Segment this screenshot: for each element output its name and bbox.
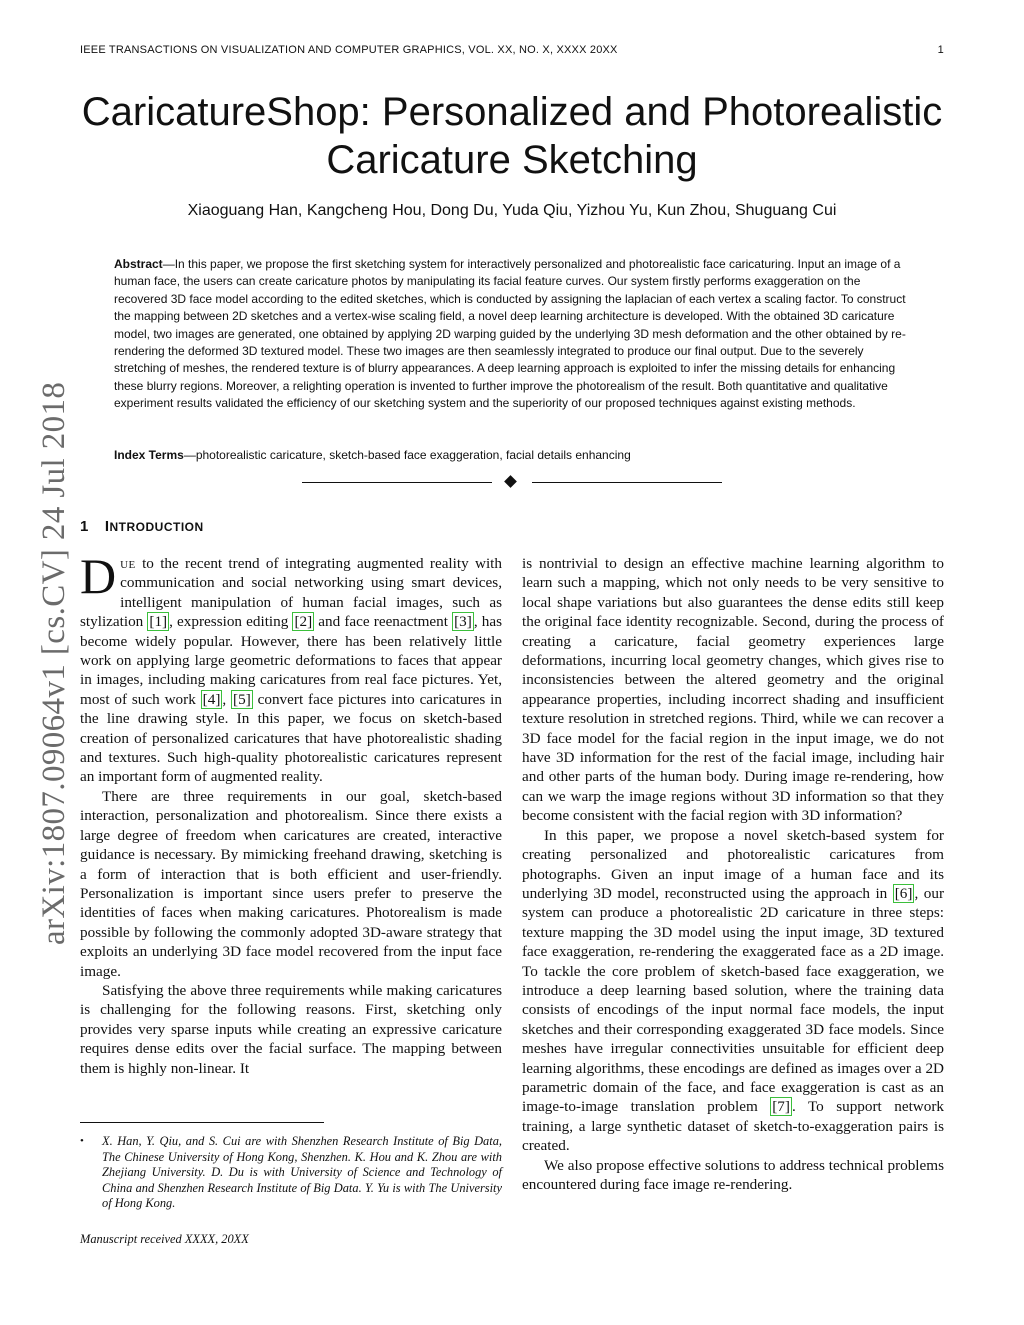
citation-link[interactable]: [7] xyxy=(772,1098,790,1116)
paragraph xyxy=(80,548,502,787)
paragraph: We also propose effective solutions to address technical problems encountered during face image re-rendering. xyxy=(522,1156,944,1193)
text-run: , xyxy=(222,690,232,708)
author-list: Xiaoguang Han, Kangcheng Hou, Dong Du, Yuda Qiu, Yizhou Yu, Kun Zhou, Shuguang Cui xyxy=(187,202,837,219)
manuscript-note: Manuscript received XXXX, 20XX xyxy=(80,1232,249,1246)
journal-header: IEEE TRANSACTIONS ON VISUALIZATION AND COMPUTER GRAPHICS, VOL. XX, NO. X, XXXX 20XX xyxy=(80,44,618,56)
paper-title: CaricatureShop: Personalized and Photorealistic Caricature Sketching xyxy=(81,90,943,182)
paragraph: Satisfying the above three requirements while making caricatures is challenging for the following reasons. First, sketching only provides very sparse inputs while creating an expressive caricature requires dense edits over the facial surface. The mapping between them is highly non-linear. It xyxy=(80,981,502,1077)
arxiv-stamp: arXiv:1807.09064v1 [cs.CV] 24 Jul 2018 xyxy=(36,381,72,945)
section-number: 1 xyxy=(80,518,89,535)
text-run: and face reenactment xyxy=(314,613,453,631)
text-run: , has become widely popular. However, there has been relatively little work on applying large geometric deformations to faces that appear in images, including making caricatures from real face pictures. Yet, most of such work xyxy=(80,613,502,708)
abstract-label: Abstract xyxy=(114,257,163,271)
dropcap: D xyxy=(80,548,117,604)
text-run: convert face pictures into caricatures in the line drawing style. In this paper, we focus on sketch-based creation of personalized caricatures that have photorealistic shading and textures. Such high-quality photorealistic caricatures represent an important form of augmented reality. xyxy=(80,690,502,786)
text-run: , our system can produce a photorealistic 2D caricature in three steps: texture mapping the 3D model using the input image, 3D textured face exaggeration, re-rendering the exaggerated face as a 2D image. To tackle the core problem of sketch-based face exaggeration, we introduce a deep learning based solution, where the training data consists of encodings of the input normal face models, the input sketches and their corresponding exaggerated 3D face models. Since meshes have irregular connectivities unsuitable for efficient deep learning algorithms, these encodings are defined as images over a 2D parametric domain of the face, and face exaggeration is cast as an image-to-image translation problem xyxy=(522,884,944,1116)
section-separator xyxy=(302,474,722,490)
section-title-rest: NTRODUCTION xyxy=(109,520,204,534)
citation-link[interactable]: [1] xyxy=(149,613,168,631)
page-number: 1 xyxy=(937,44,944,56)
index-terms-label: Index Terms xyxy=(114,448,184,462)
text-run: . To support network training, a large synthetic dataset of sketch-to-exaggeration pairs is created. xyxy=(522,1098,944,1155)
text-run: In this paper, we propose a novel sketch-based system for creating personalized and photorealistic caricatures from photographs. Given an input image of a human face and its underlying 3D model, reconstructed using the approach in xyxy=(522,826,944,902)
abstract xyxy=(114,256,916,413)
index-terms xyxy=(114,448,916,462)
citation-link[interactable]: [3] xyxy=(454,613,472,631)
citation-link[interactable]: [6] xyxy=(894,884,913,902)
abstract-text: —In this paper, we propose the first sketching system for interactively personalized and photorealistic face caricaturing. Input an image of a human face, the users can create caricature photos by manipulating its facial feature curves. Our system firstly performs exaggeration on the recovered 3D face model according to the edited sketches, which is conducted by assigning the laplacian of each vertex a scaling factor. To construct the mapping between 2D sketches and a vertex-wise scaling field, a novel deep learning architecture is developed. With the obtained 3D caricature model, two images are generated, one obtained by applying 2D warping guided by the underlying 3D mesh deformation and the other obtained by re-rendering the deformed 3D textured model. These two images are then seamlessly integrated to produce our final output. Due to the severely stretching of meshes, the rendered texture is of blurry appearances. A deep learning approach is exploited to infer the missing details for enhancing these blurry regions. Moreover, a relighting operation is invented to further improve the photorealism of the result. Both quantitative and qualitative experiment results validated the efficiency of our sketching system and the superiority of our proposed techniques against existing methods. xyxy=(114,257,906,411)
citation-link[interactable]: [5] xyxy=(233,690,251,708)
separator-rule-right xyxy=(532,482,722,483)
paragraph: is nontrivial to design an effective machine learning algorithm to learn such a mapping, which not only needs to be very sensitive to local shape variations but also guarantees the dense edits still keep the original face identity recognizable. Second, during the process of creating a caricature, facial geometry experiences large deformations, incurring local geometry changes, which gives rise to inconsistencies between the altered geometry and the original appearance properties, including incorrect shading and insufficient texture resolution in stretched regions. Third, while we can recover a 3D face model for the facial region in the input image, we do not have 3D information for the rest of the facial image, including hair and other parts of the human body. During image re-rendering, how can we warp the image regions without 3D information so that they become consistent with the facial region with 3D information? xyxy=(522,555,944,825)
opening-smallcaps: ue xyxy=(120,555,136,572)
left-column xyxy=(80,548,502,1078)
index-terms-text: —photorealistic caricature, sketch-based face exaggeration, facial details enhancing xyxy=(183,448,631,462)
bullet-icon: • xyxy=(80,1135,84,1147)
paragraph: There are three requirements in our goal, sketch-based interaction, personalization and photorealism. Since there exists a large degree of freedom when caricatures are created, interactive guidance is necessary. By mimicking freehand drawing, sketching is a form of interaction that is both efficient and user-friendly. Personalization is important since users prefer to preserve the identities of faces when making caricatures. Photorealism is made possible by following the commonly adopted 3D-aware strategy that exploits an underlying 3D face model recovered from the input face image. xyxy=(80,787,502,980)
right-column xyxy=(522,554,944,1194)
citation-link[interactable]: [2] xyxy=(294,613,313,631)
paragraph xyxy=(522,826,944,1156)
text-run: to the recent trend of integrating augmented reality with communication and social networking using smart devices, intelligent manipulation of human facial images, such as stylization xyxy=(80,555,502,631)
text-run: , expression editing xyxy=(169,613,293,631)
affiliation-footnote xyxy=(80,1134,502,1212)
footnote-text: X. Han, Y. Qiu, and S. Cui are with Shenzhen Research Institute of Big Data, The Chinese University of Hong Kong, Shenzhen. K. Hou and K. Zhou are with Zhejiang University. D. Du is with University of Science and Technology of China and Shenzhen Research Institute of Big Data. Y. Yu is with The University of Hong Kong. xyxy=(102,1134,502,1211)
separator-rule-left xyxy=(302,482,492,483)
diamond-icon xyxy=(504,475,517,488)
citation-link[interactable]: [4] xyxy=(202,690,221,708)
footnote-rule xyxy=(80,1122,324,1123)
section-title-initial: I xyxy=(104,518,110,535)
section-heading-introduction xyxy=(80,518,204,535)
